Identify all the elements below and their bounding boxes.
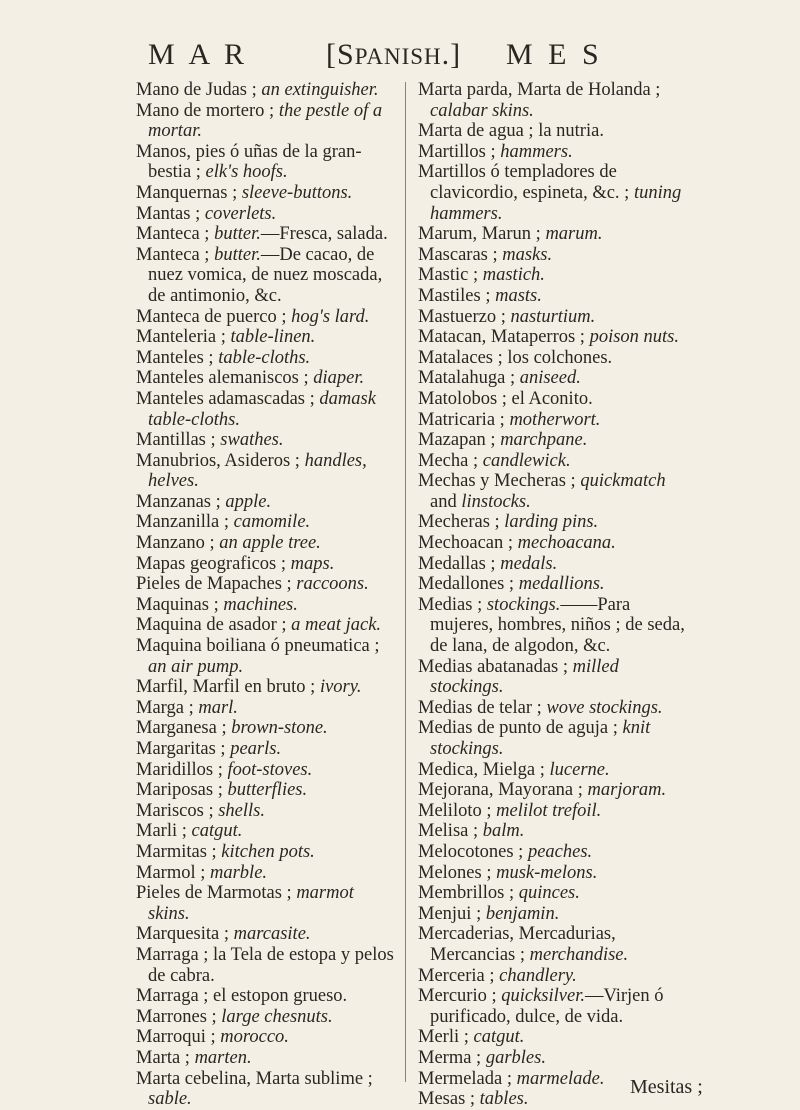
english-translation: medals.	[500, 553, 558, 574]
spanish-term: Marta cebelina, Marta sublime ;	[136, 1068, 373, 1089]
spanish-term: Marta parda, Marta de Holanda ;	[418, 80, 661, 100]
dictionary-entry	[136, 492, 400, 513]
spanish-term: Marmitas ;	[136, 841, 222, 862]
spanish-term: Manteca de puerco ;	[136, 306, 292, 327]
dictionary-entry	[418, 265, 692, 286]
english-translation: mechoacana.	[517, 533, 616, 554]
spanish-term: Marraga ; la Tela de estopa y pelos de cabra.	[136, 944, 394, 986]
spanish-term: Marta ;	[136, 1047, 195, 1068]
dictionary-entry	[136, 574, 400, 595]
spanish-term: Mercaderias, Mercadurias, Mercancias ;	[418, 924, 616, 965]
spanish-term: Maquinas ;	[136, 594, 224, 615]
spanish-term: Mariposas ;	[136, 780, 228, 801]
dictionary-entry	[136, 430, 400, 451]
spanish-term: Mapas geograficos ;	[136, 553, 291, 574]
spanish-term: Marquesita ;	[136, 924, 234, 945]
english-translation: marum.	[545, 224, 603, 245]
spanish-term: Mastuerzo ;	[418, 306, 511, 327]
dictionary-entry	[418, 842, 692, 863]
english-translation: morocco.	[220, 1027, 289, 1048]
english-translation: foot-stoves.	[227, 759, 313, 780]
spanish-term: Marli ;	[136, 821, 192, 842]
dictionary-entry	[136, 863, 400, 884]
spanish-term: Mantas ;	[136, 203, 205, 224]
english-translation: quicksilver.	[501, 986, 585, 1007]
english-translation: table-linen.	[230, 327, 316, 348]
spanish-term: Mechas y Mecheras ;	[418, 471, 581, 492]
spanish-term: Mesas ;	[418, 1089, 480, 1110]
spanish-term: Mascaras ;	[418, 244, 503, 265]
spanish-term: Marum, Marun ;	[418, 224, 546, 245]
dictionary-entry	[136, 615, 400, 636]
dictionary-entry	[136, 636, 400, 677]
dictionary-entry	[418, 924, 692, 965]
english-translation: hammers.	[500, 141, 573, 162]
english-translation: merchandise.	[529, 944, 629, 965]
dictionary-entry	[136, 224, 400, 245]
spanish-term: Pieles de Mapaches ;	[136, 574, 297, 595]
spanish-term: Manteles ;	[136, 347, 219, 368]
spanish-term: Maquina boiliana ó pneumatica ;	[136, 636, 380, 657]
spanish-term: Meliloto ;	[418, 800, 497, 821]
dictionary-entry	[418, 904, 692, 925]
dictionary-entry	[418, 327, 692, 348]
english-translation: marten.	[194, 1047, 252, 1068]
english-translation: candlewick.	[482, 450, 571, 471]
english-translation: an air pump.	[148, 656, 244, 677]
spanish-term: Matolobos ; el Aconito.	[418, 388, 593, 409]
spanish-term: Mechoacan ;	[418, 533, 518, 554]
spanish-term: Melones ;	[418, 862, 497, 883]
english-translation: raccoons.	[296, 574, 369, 595]
dictionary-entry	[136, 924, 400, 945]
dictionary-entry	[136, 801, 400, 822]
spanish-term: Manteca ;	[136, 244, 215, 265]
english-translation: motherwort.	[509, 409, 601, 430]
dictionary-entry	[136, 348, 400, 369]
english-translation: diaper.	[313, 368, 365, 389]
spanish-term: Merli ;	[418, 1027, 474, 1048]
english-translation: shells.	[218, 800, 265, 821]
spanish-term: Membrillos ;	[418, 883, 519, 904]
spanish-term: Mazapan ;	[418, 430, 501, 451]
entry-note: —De cacao, de nuez vomica, de nuez moscada, de antimonio, &c.	[148, 244, 383, 306]
english-translation: nasturtium.	[510, 306, 596, 327]
english-translation: ivory.	[319, 677, 362, 698]
dictionary-entry	[136, 677, 400, 698]
spanish-term: Marganesa ;	[136, 718, 232, 739]
spanish-term: Medallones ;	[418, 574, 519, 595]
english-translation: large chesnuts.	[221, 1006, 333, 1027]
dictionary-entry	[136, 780, 400, 801]
dictionary-entry	[136, 842, 400, 863]
english-translation: melilot trefoil.	[496, 800, 602, 821]
dictionary-entry	[136, 883, 400, 924]
spanish-term: Marga ;	[136, 697, 199, 718]
english-translation: apple.	[225, 491, 272, 512]
english-translation: marl.	[198, 697, 238, 718]
english-translation: elk's hoofs.	[205, 162, 288, 183]
spanish-term: Manteles adamascadas ;	[136, 388, 320, 409]
spanish-term: Mercurio ;	[418, 986, 502, 1007]
spanish-term: Manteleria ;	[136, 327, 231, 348]
dictionary-entry	[418, 883, 692, 904]
spanish-term: Margaritas ;	[136, 739, 231, 759]
english-translation: marjoram.	[587, 780, 667, 801]
dictionary-entry	[418, 780, 692, 801]
english-translation: marcasite.	[233, 924, 311, 945]
spanish-term: Mermelada ;	[418, 1068, 517, 1089]
english-translation: masks.	[502, 244, 553, 265]
dictionary-entry	[418, 162, 692, 224]
spanish-term: Maridillos ;	[136, 759, 228, 780]
english-translation: butterflies.	[227, 780, 308, 801]
spanish-term: Medica, Mielga ;	[418, 759, 550, 780]
english-translation: kitchen pots.	[221, 841, 315, 862]
english-translation: catgut.	[191, 821, 243, 842]
dictionary-entry	[136, 512, 400, 533]
dictionary-entry	[136, 718, 400, 739]
dictionary-entry	[418, 1048, 692, 1069]
left-column	[136, 80, 400, 1110]
dictionary-entry	[418, 595, 692, 657]
english-translation: butter.	[214, 244, 261, 265]
spanish-term: Mecha ;	[418, 450, 483, 471]
dictionary-entry	[418, 533, 692, 554]
entry-note: and	[430, 491, 462, 512]
english-translation: poison nuts.	[589, 327, 680, 348]
english-translation: masts.	[495, 285, 542, 306]
english-translation: table-cloths.	[218, 347, 311, 368]
spanish-term: Marroqui ;	[136, 1027, 221, 1048]
dictionary-entry	[418, 389, 692, 410]
english-translation: butter.	[214, 224, 261, 245]
spanish-term: Mecheras ;	[418, 512, 505, 533]
dictionary-entry	[418, 368, 692, 389]
dictionary-entry	[418, 224, 692, 245]
dictionary-entry	[136, 554, 400, 575]
dictionary-entry	[418, 863, 692, 884]
entry-note: —Virjen ó purificado, dulce, de vida.	[430, 986, 664, 1027]
english-translation: marmot skins.	[148, 883, 354, 924]
dictionary-entry	[136, 80, 400, 101]
spanish-term: Martillos ;	[418, 141, 501, 162]
english-translation: coverlets.	[204, 203, 277, 224]
dictionary-entry	[136, 821, 400, 842]
dictionary-entry	[418, 821, 692, 842]
dictionary-entry	[136, 1007, 400, 1028]
english-translation: marmelade.	[516, 1068, 605, 1089]
header-right: M E S	[506, 38, 603, 71]
spanish-term: Mastiles ;	[418, 285, 496, 306]
spanish-term: Mano de mortero ;	[136, 100, 279, 121]
english-translation: damask table-cloths.	[148, 388, 376, 430]
entry-note: —Fresca, salada.	[260, 224, 388, 245]
dictionary-entry	[418, 286, 692, 307]
dictionary-entry	[136, 307, 400, 328]
spanish-term: Marta de agua ; la nutria.	[418, 121, 604, 142]
dictionary-entry	[418, 307, 692, 328]
spanish-term: Marfil, Marfil en bruto ;	[136, 677, 320, 698]
dictionary-entry	[418, 451, 692, 472]
english-translation: milled stockings.	[430, 656, 619, 698]
spanish-term: Mantillas ;	[136, 430, 221, 451]
spanish-term: Manos, pies ó uñas de la gran-bestia ;	[136, 141, 362, 183]
dictionary-entry	[136, 760, 400, 781]
dictionary-entry	[418, 512, 692, 533]
english-translation: quinces.	[518, 883, 580, 904]
spanish-term: Medias de telar ;	[418, 697, 547, 718]
running-header	[0, 38, 800, 78]
spanish-term: Maquina de asador ;	[136, 615, 292, 636]
catchword: Mesitas ;	[630, 1076, 703, 1098]
dictionary-entry	[136, 533, 400, 554]
english-translation: sable.	[148, 1089, 192, 1110]
english-translation: chandlery.	[499, 965, 577, 986]
dictionary-entry	[136, 1048, 400, 1069]
spanish-term: Melisa ;	[418, 821, 483, 842]
spanish-term: Marrones ;	[136, 1006, 222, 1027]
english-translation: lucerne.	[549, 759, 610, 780]
column-divider	[405, 82, 406, 1082]
spanish-term: Mariscos ;	[136, 800, 219, 821]
dictionary-entry	[136, 1069, 400, 1110]
spanish-term: Martillos ó templadores de clavicordio, espineta, &c. ;	[418, 162, 634, 203]
dictionary-entry	[418, 121, 692, 142]
english-translation: marchpane.	[500, 430, 588, 451]
dictionary-entry	[136, 101, 400, 142]
dictionary-entry	[136, 368, 400, 389]
spanish-term: Marraga ; el estopon grueso.	[136, 986, 348, 1007]
english-translation: garbles.	[485, 1047, 546, 1068]
english-translation: musk-melons.	[496, 862, 598, 883]
dictionary-entry	[418, 657, 692, 698]
dictionary-entry	[136, 245, 400, 307]
dictionary-entry	[418, 410, 692, 431]
dictionary-entry	[418, 760, 692, 781]
dictionary-entry	[418, 80, 692, 121]
entry-note: ——Para mujeres, hombres, niños ; de seda, de lana, de algodon, &c.	[430, 594, 685, 657]
dictionary-entry	[136, 986, 400, 1007]
english-translation: aniseed.	[519, 368, 581, 389]
spanish-term: Marmol ;	[136, 862, 210, 883]
spanish-term: Medias abatanadas ;	[418, 656, 573, 677]
dictionary-entry	[136, 204, 400, 225]
english-translation: the pestle of a mortar.	[148, 100, 383, 142]
dictionary-entry	[418, 430, 692, 451]
dictionary-entry	[136, 389, 400, 430]
english-translation: knit stockings.	[430, 718, 651, 759]
english-translation: balm.	[482, 821, 525, 842]
dictionary-entry	[418, 698, 692, 719]
english-translation: pearls.	[230, 739, 282, 759]
spanish-term: Melocotones ;	[418, 841, 528, 862]
english-translation: an extinguisher.	[261, 80, 379, 100]
english-translation: handles, helves.	[148, 450, 367, 492]
spanish-term: Manzano ;	[136, 533, 220, 554]
english-translation: camomile.	[233, 512, 311, 533]
dictionary-entry	[418, 554, 692, 575]
dictionary-entry	[136, 945, 400, 986]
spanish-term: Pieles de Marmotas ;	[136, 883, 297, 904]
english-translation: sleeve-buttons.	[241, 182, 353, 203]
dictionary-entry	[136, 739, 400, 760]
english-translation: mastich.	[482, 265, 545, 286]
spanish-term: Merceria ;	[418, 965, 500, 986]
dictionary-entry	[136, 1027, 400, 1048]
english-translation: calabar skins.	[430, 100, 534, 121]
dictionary-entry	[418, 801, 692, 822]
english-translation: maps.	[290, 553, 335, 574]
right-column	[418, 80, 692, 1110]
english-translation: an apple tree.	[219, 533, 321, 554]
dictionary-entry	[418, 718, 692, 759]
spanish-term: Matalaces ; los colchones.	[418, 347, 613, 368]
english-translation: stockings.	[486, 594, 561, 615]
spanish-term: Manquernas ;	[136, 182, 242, 203]
spanish-term: Medallas ;	[418, 553, 501, 574]
spanish-term: Medias ;	[418, 594, 487, 615]
dictionary-entry	[418, 471, 692, 512]
dictionary-entry	[418, 142, 692, 163]
spanish-term: Manubrios, Asideros ;	[136, 450, 305, 471]
spanish-term: Mano de Judas ;	[136, 80, 262, 100]
english-translation: a meat jack.	[291, 615, 382, 636]
dictionary-entry	[136, 142, 400, 183]
dictionary-entry	[136, 451, 400, 492]
english-translation: tuning hammers.	[430, 182, 682, 224]
dictionary-entry	[136, 698, 400, 719]
english-translation: peaches.	[527, 841, 593, 862]
english-translation: hog's lard.	[291, 306, 370, 327]
spanish-term: Merma ;	[418, 1047, 486, 1068]
english-translation: swathes.	[220, 430, 284, 451]
english-translation: wove stockings.	[546, 697, 663, 718]
spanish-term: Matricaria ;	[418, 409, 510, 430]
dictionary-entry	[418, 574, 692, 595]
english-translation: tables.	[479, 1089, 529, 1110]
english-translation: medallions.	[518, 574, 605, 595]
english-translation-extra: linstocks.	[461, 491, 531, 512]
header-middle: [SPANISH.]	[326, 38, 462, 71]
english-translation: brown-stone.	[231, 718, 328, 739]
english-translation: benjamin.	[485, 903, 560, 924]
spanish-term: Manzanas ;	[136, 491, 226, 512]
spanish-term: Mejorana, Mayorana ;	[418, 780, 588, 801]
spanish-term: Matalahuga ;	[418, 368, 520, 389]
dictionary-entry	[136, 595, 400, 616]
spanish-term: Manteca ;	[136, 224, 215, 245]
english-translation: machines.	[223, 594, 298, 615]
english-translation: marble.	[210, 862, 268, 883]
english-translation: catgut.	[473, 1027, 525, 1048]
english-translation: quickmatch	[580, 471, 666, 492]
spanish-term: Matacan, Mataperros ;	[418, 327, 590, 348]
dictionary-entry	[136, 327, 400, 348]
dictionary-entry	[418, 245, 692, 266]
spanish-term: Medias de punto de aguja ;	[418, 718, 623, 739]
dictionary-entry	[136, 183, 400, 204]
spanish-term: Mastic ;	[418, 265, 483, 286]
english-translation: larding pins.	[504, 512, 599, 533]
header-left: M A R	[148, 38, 249, 71]
spanish-term: Menjui ;	[418, 903, 486, 924]
spanish-term: Manzanilla ;	[136, 512, 234, 533]
dictionary-entry	[418, 348, 692, 369]
dictionary-entry	[418, 966, 692, 987]
spanish-term: Manteles alemaniscos ;	[136, 368, 314, 389]
dictionary-entry	[418, 986, 692, 1027]
dictionary-entry	[418, 1027, 692, 1048]
